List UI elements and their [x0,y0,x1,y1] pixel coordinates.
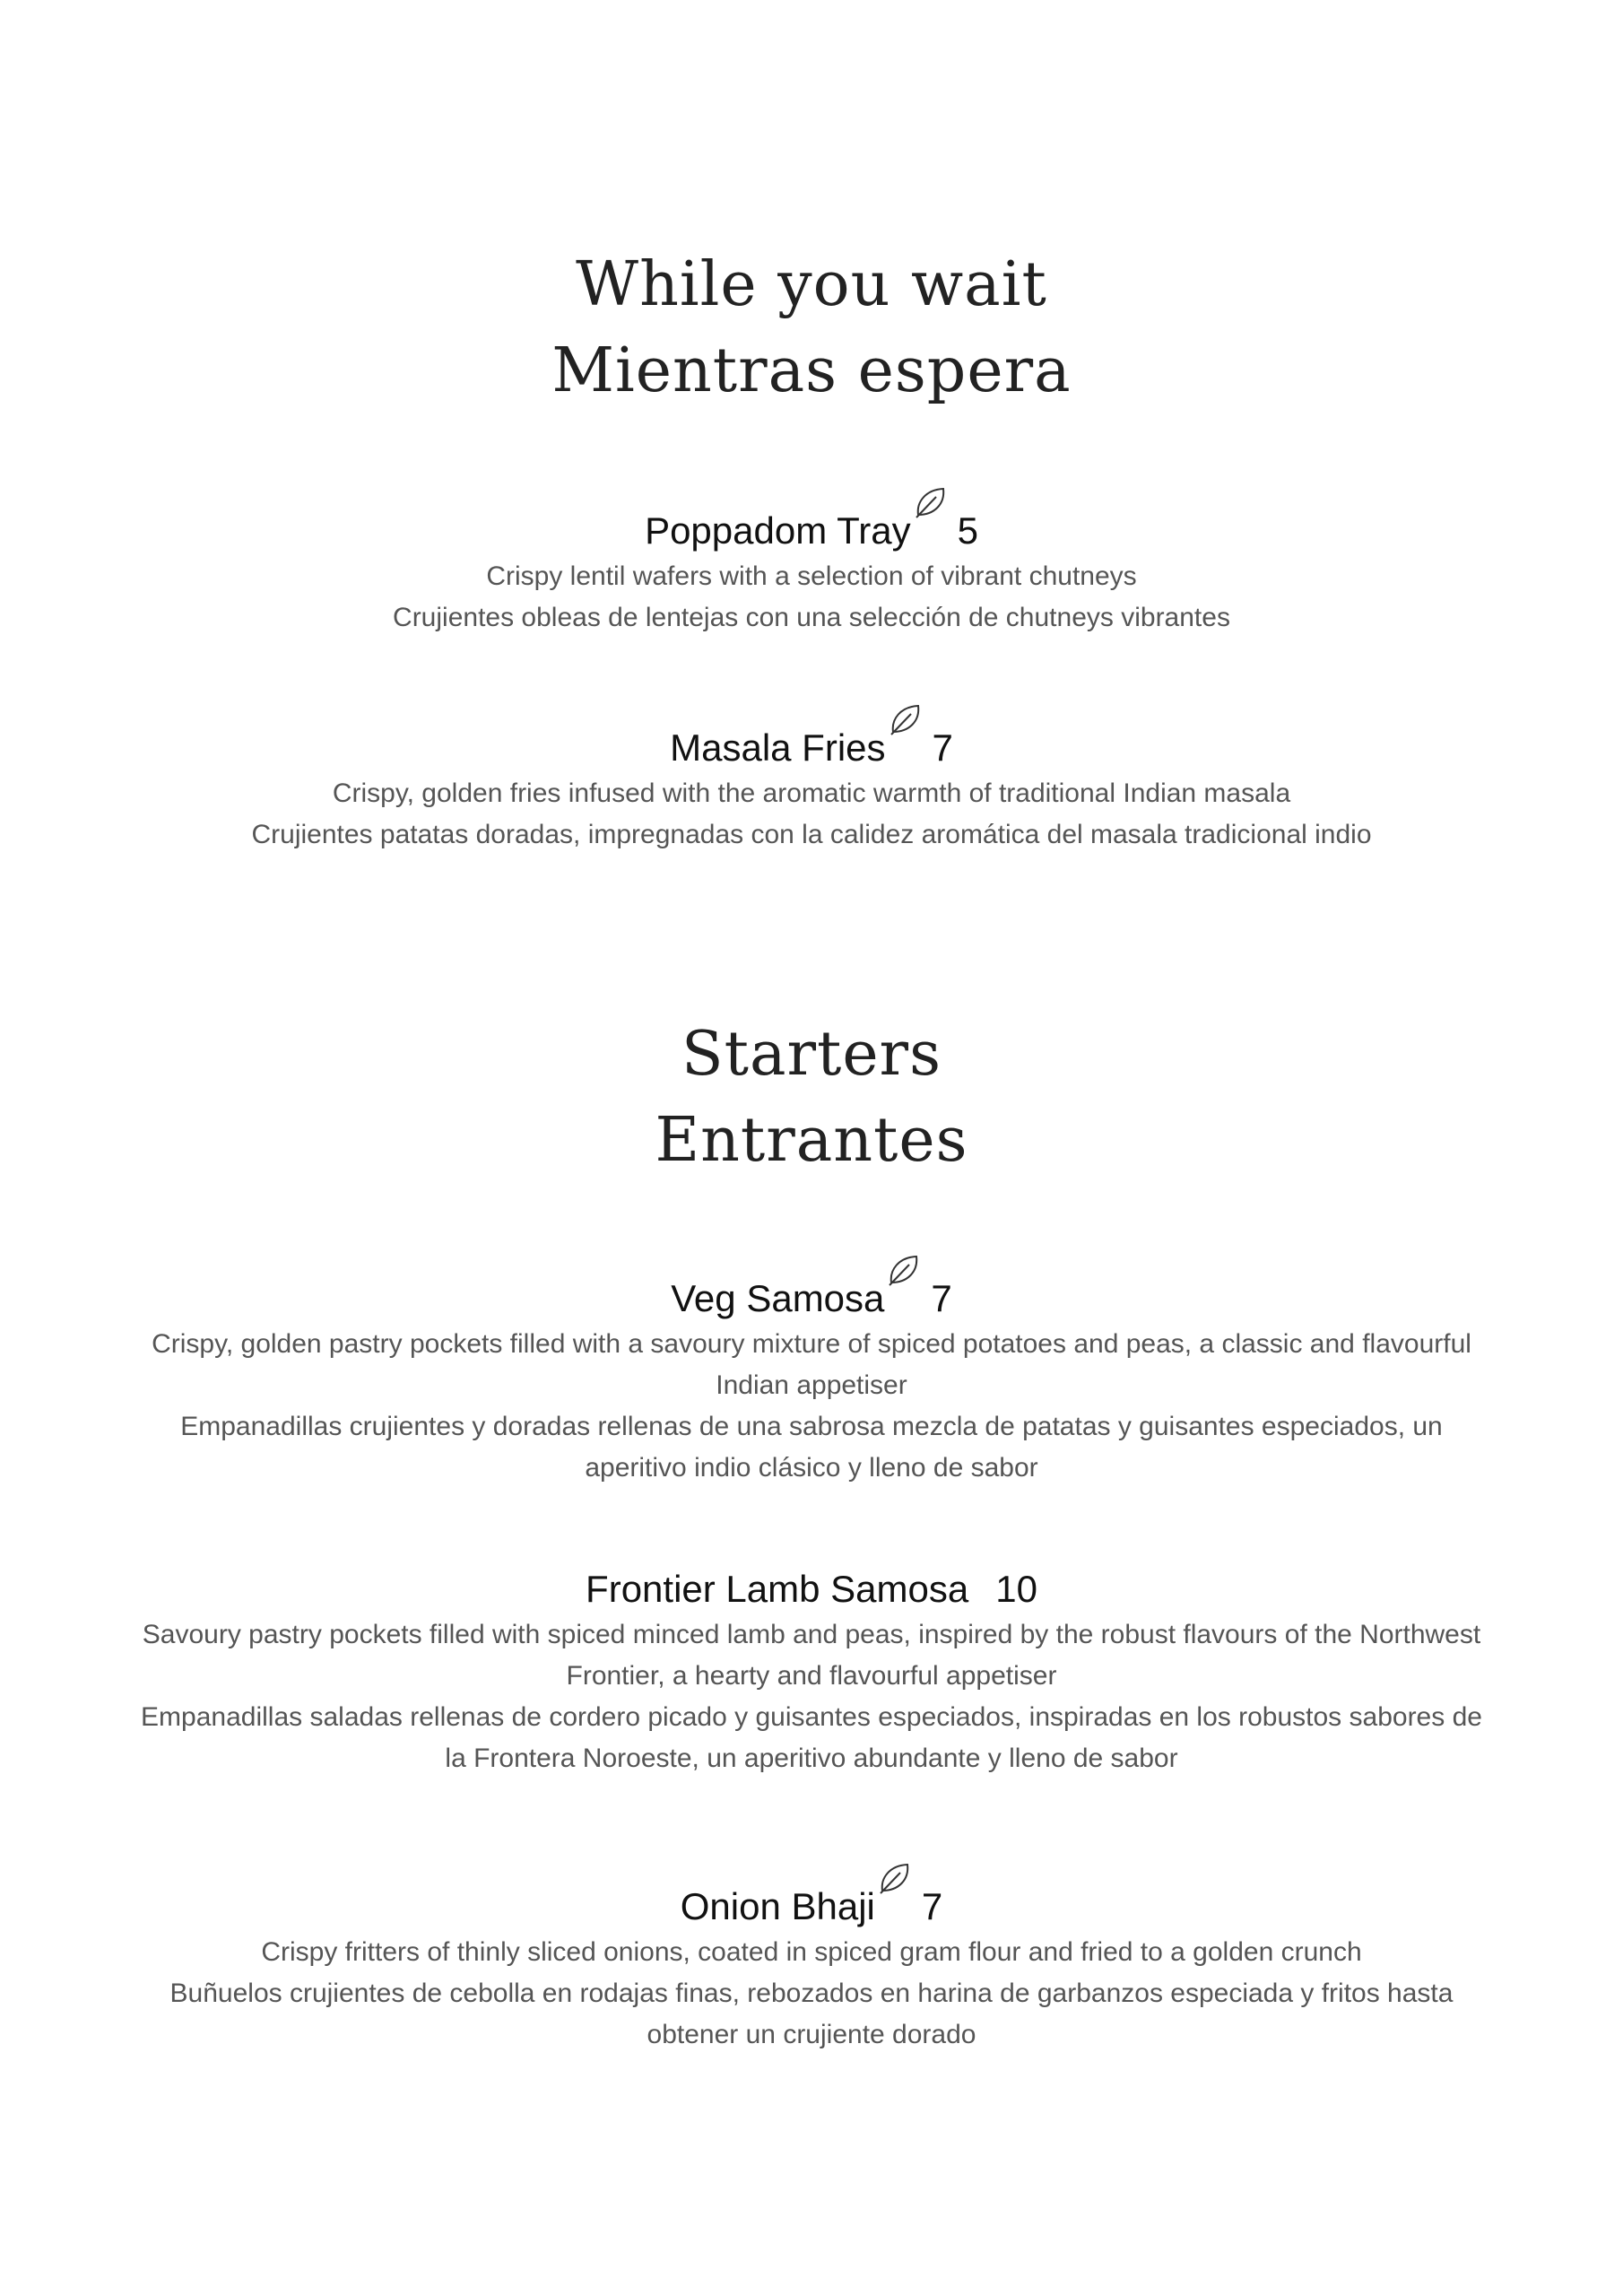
section-title-es: Entrantes [655,1105,968,1176]
item-name: Frontier Lamb Samosa [586,1568,969,1610]
section-title-while-you-wait [0,242,1623,414]
item-name: Masala Fries [670,726,886,769]
leaf-icon [877,1860,913,1896]
item-name: Veg Samosa [671,1277,885,1319]
item-description-en: Crispy lentil wafers with a selection of vibrant chutneys [486,561,1137,591]
item-description-es: Buñuelos crujientes de cebolla en rodajas finas, rebozados en harina de garbanzos especiada y fritos hasta obtener un crujiente dorado [169,1979,1454,2049]
menu-item-masala-fries [135,701,1488,856]
section-title-starters [0,1012,1623,1184]
item-name: Onion Bhaji [680,1885,875,1927]
item-header [670,701,953,773]
item-description-en: Crispy fritters of thinly sliced onions, coated in spiced gram flour and fried to a golden crunch [261,1937,1362,1967]
menu-item-veg-samosa [135,1252,1488,1489]
item-header [645,484,978,556]
menu-item-poppadom-tray [135,484,1488,639]
section-title-es: Mientras espera [551,335,1072,406]
section-title-en: While you wait [576,249,1047,320]
item-price: 7 [921,1885,943,1927]
item-description-es: Empanadillas saladas rellenas de cordero picado y guisantes especiados, inspiradas en los robustos sabores de la Frontera Noroeste, un aperitivo abundante y lleno de sabor [141,1702,1482,1773]
leaf-icon [888,701,924,737]
menu-item-frontier-lamb-samosa [135,1564,1488,1779]
item-description-es: Empanadillas crujientes y doradas rellenas de una sabrosa mezcla de patatas y guisantes especiados, un aperitivo indio clásico y lleno de sabor [180,1412,1443,1483]
item-description-en: Crispy, golden pastry pockets filled with a savoury mixture of spiced potatoes and peas, a classic and flavourful Indian appetiser [152,1329,1471,1400]
leaf-icon [913,484,949,520]
item-description-en: Crispy, golden fries infused with the aromatic warmth of traditional Indian masala [332,778,1291,808]
leaf-icon [886,1252,922,1288]
item-description-es: Crujientes patatas doradas, impregnadas con la calidez aromática del masala tradicional indio [251,820,1372,849]
item-header [681,1860,943,1932]
item-price: 10 [995,1568,1037,1610]
item-price: 5 [957,509,978,552]
item-price: 7 [931,1277,952,1319]
section-title-en: Starters [681,1019,942,1090]
item-description-en: Savoury pastry pockets filled with spiced minced lamb and peas, inspired by the robust flavours of the Northwest Frontier, a hearty and flavourful appetiser [142,1620,1481,1691]
item-name: Poppadom Tray [645,509,911,552]
item-header [586,1564,1037,1614]
item-description-es: Crujientes obleas de lentejas con una selección de chutneys vibrantes [393,603,1230,632]
menu-item-onion-bhaji [135,1860,1488,2056]
item-price: 7 [932,726,953,769]
item-header [671,1252,952,1324]
